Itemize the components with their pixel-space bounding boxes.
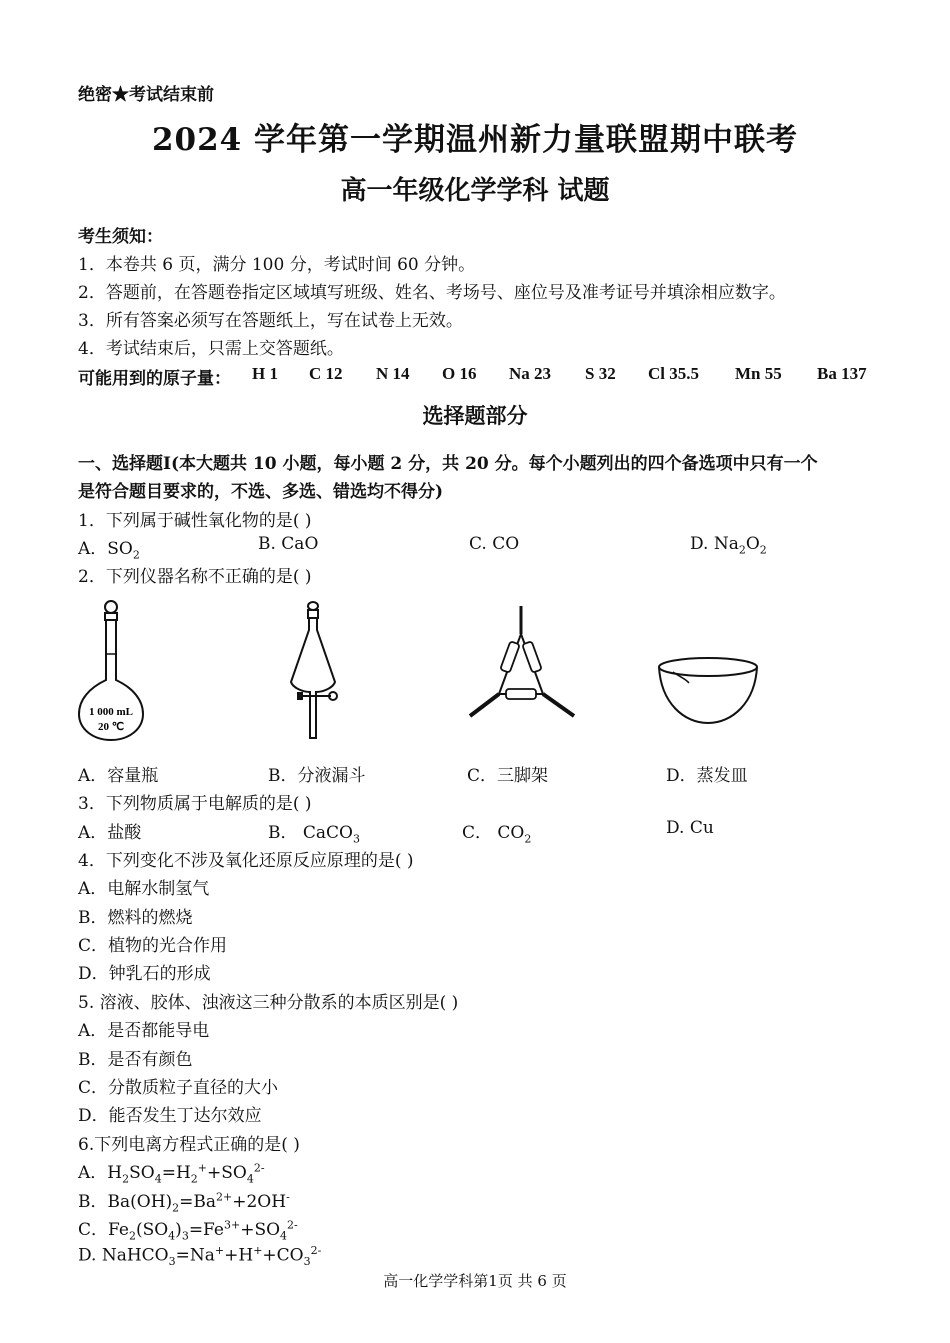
exam-title: 2024 学年第一学期温州新力量联盟期中联考 — [151, 122, 799, 158]
option-c: C．植物的光合作用 — [78, 936, 228, 956]
exam-subtitle: 高一年级化学学科 试题 — [340, 176, 610, 206]
option-a: A．$SO_2$ — [78, 539, 140, 562]
option-d: D. $Na_2O_2$ — [690, 534, 767, 557]
question-stem: 2．下列仪器名称不正确的是( ) — [78, 567, 312, 587]
option-d: D．能否发生丁达尔效应 — [78, 1106, 262, 1126]
atomic-mass-value: Na 23 — [509, 364, 552, 383]
option-c: C． $CO_2$ — [462, 823, 532, 846]
option-a: A．盐酸 — [78, 823, 142, 843]
notice-item: 4．考试结束后，只需上交答题纸。 — [78, 339, 344, 359]
option-b: B． CaCO$_3$ — [268, 823, 360, 846]
question-stem: 1．下列属于碱性氧化物的是( ) — [78, 511, 312, 531]
option-c: C．分散质粒子直径的大小 — [78, 1078, 279, 1098]
atomic-mass-value: H 1 — [252, 364, 278, 383]
section-title: 选择题部分 — [422, 403, 528, 428]
atomic-mass-value: Cl 35.5 — [648, 364, 699, 383]
question-stem: 4．下列变化不涉及氧化还原反应原理的是( ) — [78, 851, 414, 871]
atomic-mass-value: Ba 137 — [817, 364, 867, 383]
notice-item: 2．答题前，在答题卷指定区域填写班级、姓名、考场号、座位号及准考证号并填涂相应数字。 — [78, 283, 786, 303]
tripod-figure — [464, 604, 579, 729]
option-b: B．分液漏斗 — [268, 766, 366, 786]
option-c: C．$Fe_2(SO_4)_3=Fe^{3+}+SO_4^{2-}$ — [78, 1218, 298, 1243]
evaporating-dish-figure — [656, 655, 760, 727]
question-stem: 5. 溶液、胶体、浊液这三种分散系的本质区别是( ) — [78, 993, 459, 1013]
option-a: A．电解水制氢气 — [78, 879, 210, 899]
option-a: A．容量瓶 — [78, 766, 159, 786]
atomic-mass-value: S 32 — [585, 364, 616, 383]
notice-item: 3．所有答案必须写在答题纸上，写在试卷上无效。 — [78, 311, 463, 331]
option-b: B．$Ba(OH)_2=Ba^{2+}+2OH^-$ — [78, 1190, 290, 1215]
option-a: A．是否都能导电 — [78, 1021, 210, 1041]
option-d: D. $NaHCO_3=Na^++H^++CO_3^{2-}$ — [78, 1244, 322, 1269]
notice-heading: 考生须知： — [78, 227, 163, 247]
volumetric-flask-figure — [75, 598, 147, 743]
option-b: B．燃料的燃烧 — [78, 908, 193, 928]
flask-volume-label: 1 000 mL — [89, 706, 133, 718]
atomic-mass-value: Mn 55 — [735, 364, 782, 383]
atomic-mass-label: 可能用到的原子量： — [78, 369, 231, 389]
option-c: C．三脚架 — [467, 766, 549, 786]
option-d: D. Cu — [666, 818, 714, 838]
atomic-mass-value: O 16 — [442, 364, 477, 383]
atomic-mass-value: C 12 — [309, 364, 343, 383]
notice-item: 1．本卷共 6 页，满分 100 分，考试时间 60 分钟。 — [78, 255, 476, 275]
flask-temp-label: 20 ℃ — [97, 721, 125, 733]
confidential-mark: 绝密★考试结束前 — [78, 85, 214, 105]
option-c: C. CO — [469, 534, 520, 554]
option-b: B．是否有颜色 — [78, 1050, 193, 1070]
question-stem: 3．下列物质属于电解质的是( ) — [78, 794, 312, 814]
option-a: A．$H_2SO_4=H_2^++SO_4^{2-}$ — [78, 1161, 265, 1186]
option-b: B. CaO — [258, 534, 319, 554]
question-stem: 6.下列电离方程式正确的是( ) — [78, 1135, 300, 1155]
page-footer: 高一化学学科第1页 共 6 页 — [383, 1272, 567, 1290]
part-instructions: 一、选择题I(本大题共 10 小题，每小题 2 分，共 20 分。每个小题列出的四个备选项中只有一个 — [78, 454, 818, 474]
option-d: D．钟乳石的形成 — [78, 964, 211, 984]
separatory-funnel-figure — [283, 600, 349, 740]
part-instructions: 是符合题目要求的，不选、多选、错选均不得分) — [78, 482, 444, 502]
atomic-mass-value: N 14 — [376, 364, 410, 383]
option-d: D．蒸发皿 — [666, 766, 748, 786]
